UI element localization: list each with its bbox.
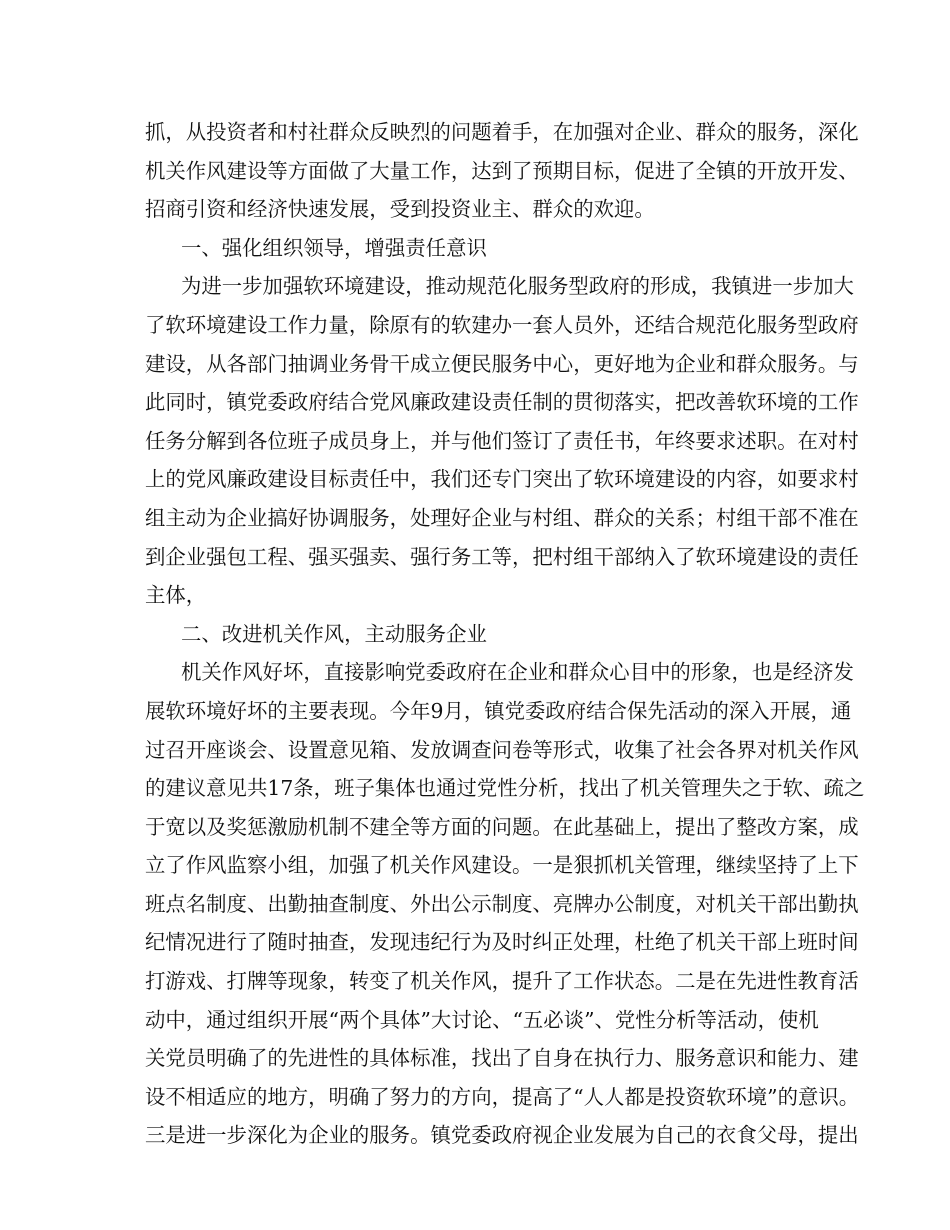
paragraph-line: 三是进一步深化为企业的服务。镇党委政府视企业发展为自己的衣食父母，提出: [145, 1123, 859, 1148]
paragraph-line: 于宽以及奖惩激励机制不建全等方面的问题。在此基础上，提出了整改方案，成: [145, 814, 859, 839]
paragraph-line: 建设，从各部门抽调业务骨干成立便民服务中心，更好地为企业和群众服务。与: [145, 351, 859, 376]
paragraph-line: 立了作风监察小组，加强了机关作风建设。一是狠抓机关管理，继续坚持了上下: [145, 853, 859, 878]
paragraph-line: 过召开座谈会、设置意见箱、发放调查问卷等形式，收集了社会各界对机关作风: [145, 737, 859, 762]
section-heading-2: 二、改进机关作风，主动服务企业: [181, 621, 487, 646]
paragraph-line: 此同时，镇党委政府结合党风廉政建设责任制的贯彻落实，把改善软环境的工作: [145, 390, 859, 415]
paragraph-line: 到企业强包工程、强买强卖、强行务工等，把村组干部纳入了软环境建设的责任: [145, 544, 859, 569]
paragraph-line: 上的党风廉政建设目标责任中，我们还专门突出了软环境建设的内容，如要求村: [145, 467, 859, 492]
paragraph-line: 纪情况进行了随时抽查，发现违纪行为及时纠正处理，杜绝了机关干部上班时间: [145, 930, 859, 955]
paragraph-line: 为进一步加强软环境建设，推动规范化服务型政府的形成，我镇进一步加大: [181, 274, 854, 299]
paragraph-line: 的建议意见共17条，班子集体也通过党性分析，找出了机关管理失之于软、疏之: [145, 776, 865, 801]
paragraph-line: 机关作风建设等方面做了大量工作，达到了预期目标，促进了全镇的开放开发、: [145, 158, 859, 183]
paragraph-line: 抓，从投资者和村社群众反映烈的问题着手，在加强对企业、群众的服务，深化: [145, 120, 859, 144]
paragraph-line: 主体，: [145, 583, 207, 608]
paragraph-line: 展软环境好坏的主要表现。今年9月，镇党委政府结合保先活动的深入开展，通: [145, 698, 852, 723]
paragraph-line: 了软环境建设工作力量，除原有的软建办一套人员外，还结合规范化服务型政府: [145, 312, 859, 337]
paragraph-line: 班点名制度、出勤抽查制度、外出公示制度、亮牌办公制度，对机关干部出勤执: [145, 891, 859, 916]
paragraph-line: 招商引资和经济快速发展，受到投资业主、群众的欢迎。: [145, 197, 655, 222]
paragraph-line: 动中，通过组织开展“两个具体”大讨论、“五必谈”、党性分析等活动，使机: [145, 1007, 819, 1032]
paragraph-line: 任务分解到各位班子成员身上，并与他们签订了责任书，年终要求述职。在对村: [145, 428, 859, 453]
paragraph-line: 打游戏、打牌等现象，转变了机关作风，提升了工作状态。二是在先进性教育活: [145, 969, 859, 994]
paragraph-line: 关党员明确了的先进性的具体标准，找出了自身在执行力、服务意识和能力、建: [145, 1046, 859, 1071]
section-heading-1: 一、强化组织领导，增强责任意识: [181, 235, 487, 260]
paragraph-line: 机关作风好坏，直接影响党委政府在企业和群众心目中的形象，也是经济发: [181, 660, 854, 685]
document-body: [145, 113, 865, 1155]
paragraph-line: 设不相适应的地方，明确了努力的方向，提高了“人人都是投资软环境”的意识。: [145, 1084, 860, 1109]
paragraph-line: 组主动为企业搞好协调服务，处理好企业与村组、群众的关系；村组干部不准在: [145, 505, 859, 530]
